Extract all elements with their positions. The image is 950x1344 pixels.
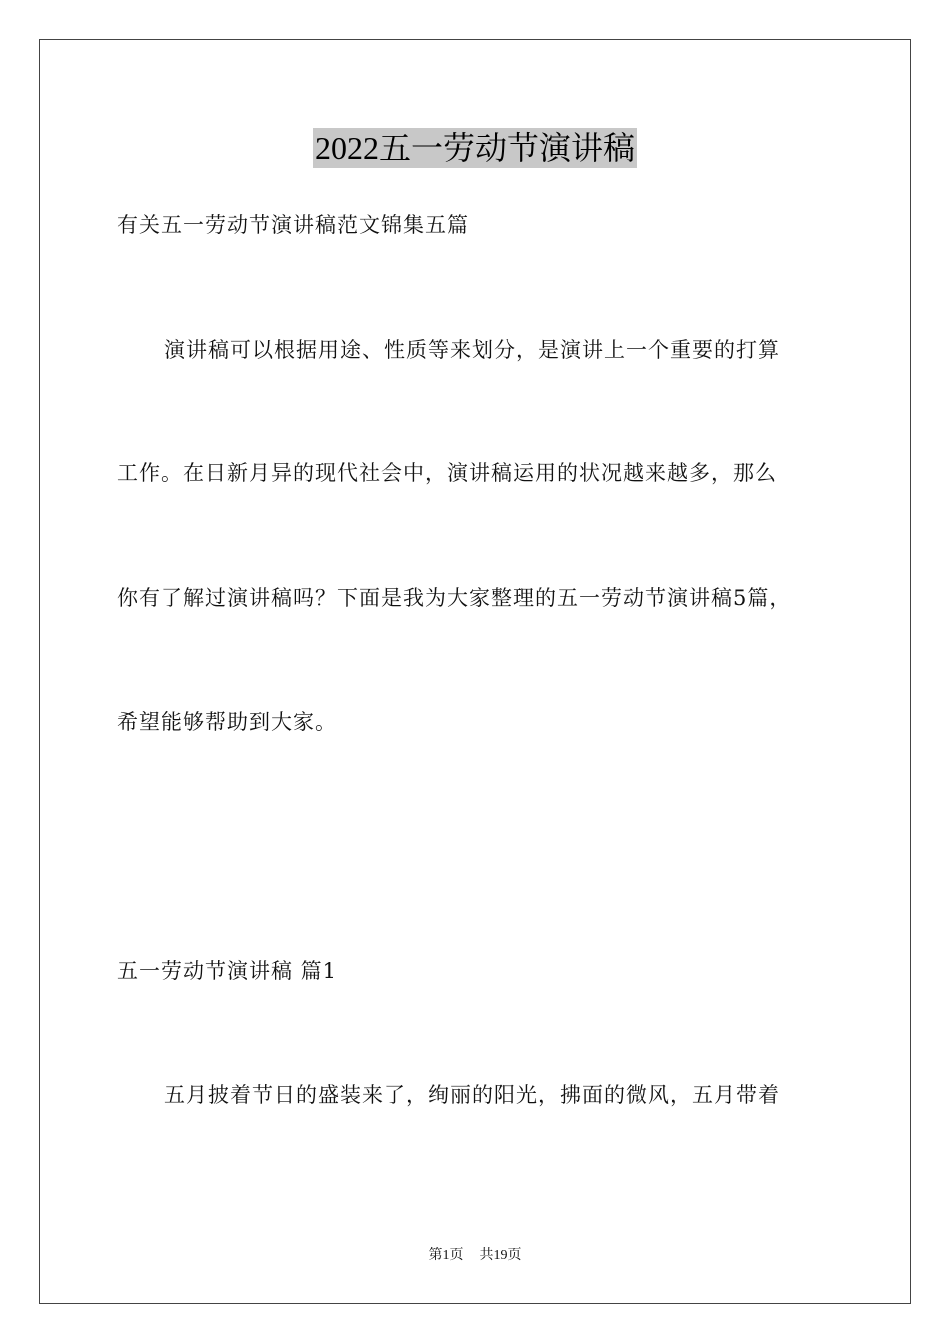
document-subtitle: 有关五一劳动节演讲稿范文锦集五篇 <box>117 213 469 237</box>
page-total: 共19页 <box>479 1248 522 1263</box>
intro-line-4: 希望能够帮助到大家。 <box>117 710 337 734</box>
document-title: 2022五一劳动节演讲稿 <box>314 130 635 166</box>
page-number: 第1页 <box>428 1248 464 1263</box>
intro-line-3: 你有了解过演讲稿吗？下面是我为大家整理的五一劳动节演讲稿5篇， <box>117 586 792 610</box>
section-line-1: 五月披着节日的盛装来了，绚丽的阳光，拂面的微风，五月带着 <box>164 1083 780 1107</box>
intro-line-1: 演讲稿可以根据用途、性质等来划分，是演讲上一个重要的打算 <box>164 338 780 362</box>
intro-line-2: 工作。在日新月异的现代社会中，演讲稿运用的状况越来越多，那么 <box>117 461 777 485</box>
title-container <box>0 128 950 168</box>
page-footer <box>0 1247 950 1265</box>
section-heading: 五一劳动节演讲稿 篇1 <box>117 959 338 983</box>
